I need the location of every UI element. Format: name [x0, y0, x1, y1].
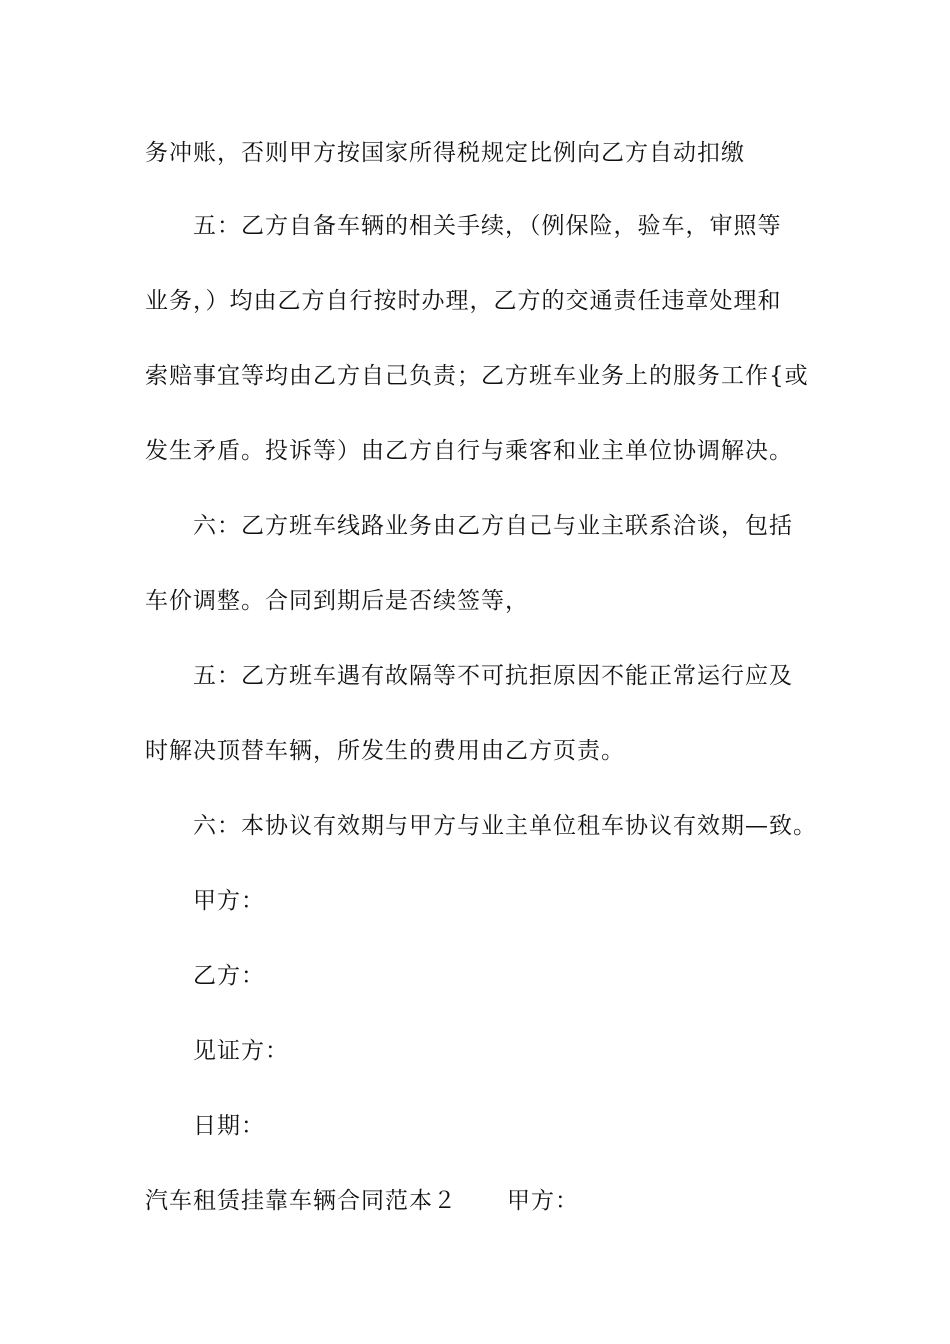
paragraph-line: 业务，）均由乙方自行按时办理，乙方的交通责任违章处理和	[145, 288, 782, 314]
paragraph-line: 车价调整。合同到期后是否续签等，	[145, 588, 529, 614]
signature-party-b: 乙方：	[193, 963, 265, 989]
next-section-heading	[145, 1186, 579, 1216]
next-section-title: 汽车租赁挂靠车辆合同范本２	[145, 1188, 457, 1214]
signature-date: 日期：	[193, 1113, 265, 1139]
next-section-party-a: 甲方：	[507, 1188, 579, 1214]
paragraph-line: 发生矛盾。投诉等）由乙方自行与乘客和业主单位协调解决。	[145, 438, 793, 464]
paragraph-line: 索赔事宜等均由乙方自己负责；乙方班车业务上的服务工作{或	[145, 363, 809, 389]
paragraph-line: 务冲账，否则甲方按国家所得税规定比例向乙方自动扣缴	[145, 140, 745, 166]
paragraph-line: 五：乙方班车遇有故隔等不可抗拒原因不能正常运行应及	[193, 663, 793, 689]
paragraph-line: 六：本协议有效期与甲方与业主单位租车协议有效期—致。	[193, 813, 817, 839]
paragraph-line: 五：乙方自备车辆的相关手续，（例保险，验车，审照等	[193, 213, 782, 239]
paragraph-line: 时解决顶替车辆，所发生的费用由乙方页责。	[145, 738, 625, 764]
signature-witness: 见证方：	[193, 1038, 289, 1064]
paragraph-line: 六：乙方班车线路业务由乙方自己与业主联系洽谈，包括	[193, 513, 793, 539]
signature-party-a: 甲方：	[193, 888, 265, 914]
